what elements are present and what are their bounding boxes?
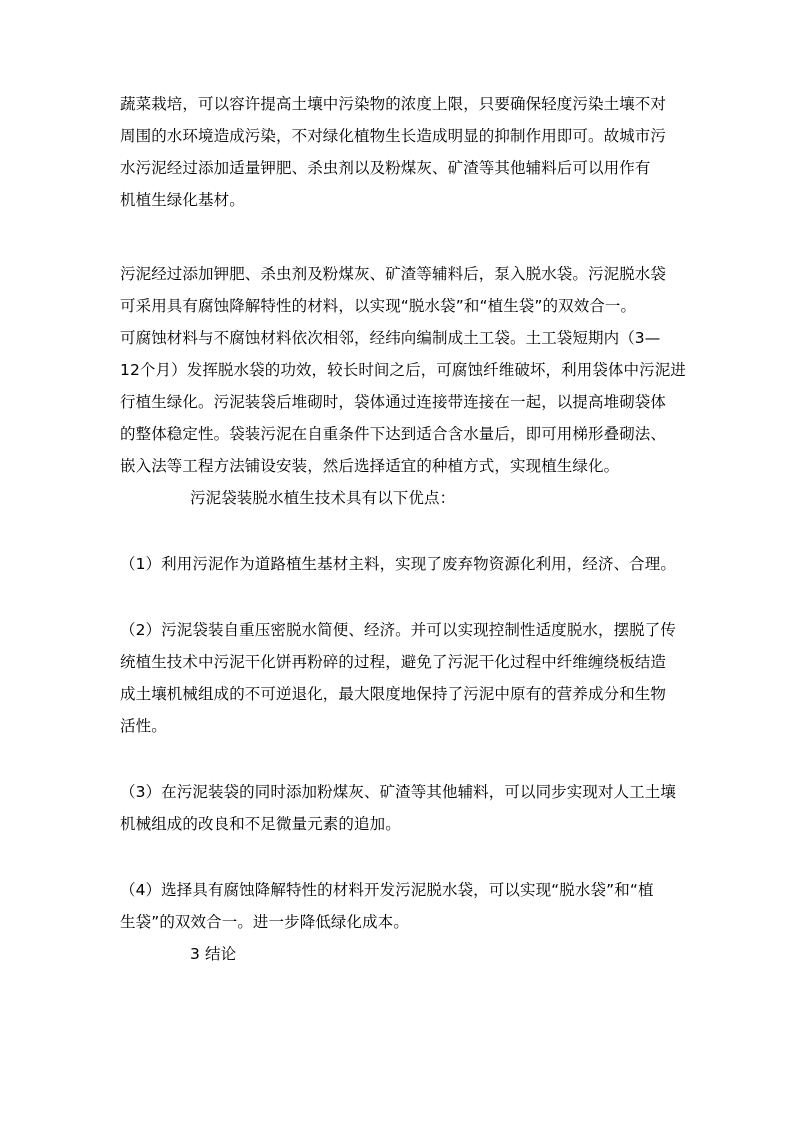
text-line: （3）在污泥装袋的同时添加粉煤灰、矿渣等其他辅料，可以同步实现对人工土壤 [120,783,676,801]
text-line: 的整体稳定性。袋装污泥在自重条件下达到适合含水量后，即可用梯形叠砌法、 [120,425,667,443]
text-line: 蔬菜栽培，可以容许提高土壤中污染物的浓度上限，只要确保轻度污染土壤不对 [120,95,667,113]
text-line: 可腐蚀材料与不腐蚀材料依次相邻，经纬向编制成土工袋。土工袋短期内（3— [120,329,661,347]
paragraph-vegetable-cultivation [120,88,680,216]
text-line: 机械组成的改良和不足微量元素的追加。 [120,815,401,833]
advantage-item-3 [120,776,680,840]
paragraph-spacer [120,514,680,548]
paragraph-spacer [120,742,680,776]
text-line: （4）选择具有腐蚀降解特性的材料开发污泥脱水袋，可以实现“脱水袋”和“植 [120,881,654,899]
text-line: 活性。 [120,717,167,735]
text-line: 生袋”的双效合一。进一步降低绿化成本。 [120,913,409,931]
advantage-item-4 [120,874,680,938]
paragraph-spacer [120,580,680,614]
text-line: （2）污泥袋装自重压密脱水简便、经济。并可以实现控制性适度脱水，摆脱了传 [120,621,676,639]
text-line: 12个月）发挥脱水袋的功效，较长时间之后，可腐蚀纤维破坏，利用袋体中污泥进 [120,361,686,379]
text-line: 水污泥经过添加适量钾肥、杀虫剂以及粉煤灰、矿渣等其他辅料后可以用作有 [120,159,651,177]
paragraph-dewatering-bag [120,258,686,482]
section-heading-conclusion: 3 结论 [190,945,237,963]
advantage-item-1: （1）利用污泥作为道路植生基材主料，实现了废弃物资源化利用，经济、合理。 [120,555,676,573]
text-line: 行植生绿化。污泥装袋后堆砌时，袋体通过连接带连接在一起，以提高堆砌袋体 [120,393,667,411]
text-line: 成土壤机械组成的不可逆退化，最大限度地保持了污泥中原有的营养成分和生物 [120,685,667,703]
text-line: 嵌入法等工程方法铺设安装，然后选择适宜的种植方式，实现植生绿化。 [120,457,620,475]
text-line: 可采用具有腐蚀降解特性的材料，以实现“脱水袋”和“植生袋”的双效合一。 [120,297,637,315]
document-body [120,88,686,970]
advantage-item-2 [120,614,680,742]
advantages-intro: 污泥袋装脱水植生技术具有以下优点： [190,489,456,507]
text-line: 统植生技术中污泥干化饼再粉碎的过程，避免了污泥干化过程中纤维缠绕板结造 [120,653,667,671]
text-line: 污泥经过添加钾肥、杀虫剂及粉煤灰、矿渣等辅料后，泵入脱水袋。污泥脱水袋 [120,265,667,283]
paragraph-spacer [120,216,680,258]
paragraph-spacer [120,840,680,874]
text-line: 机植生绿化基材。 [120,191,245,209]
text-line: 周围的水环境造成污染，不对绿化植物生长造成明显的抑制作用即可。故城市污 [120,127,667,145]
